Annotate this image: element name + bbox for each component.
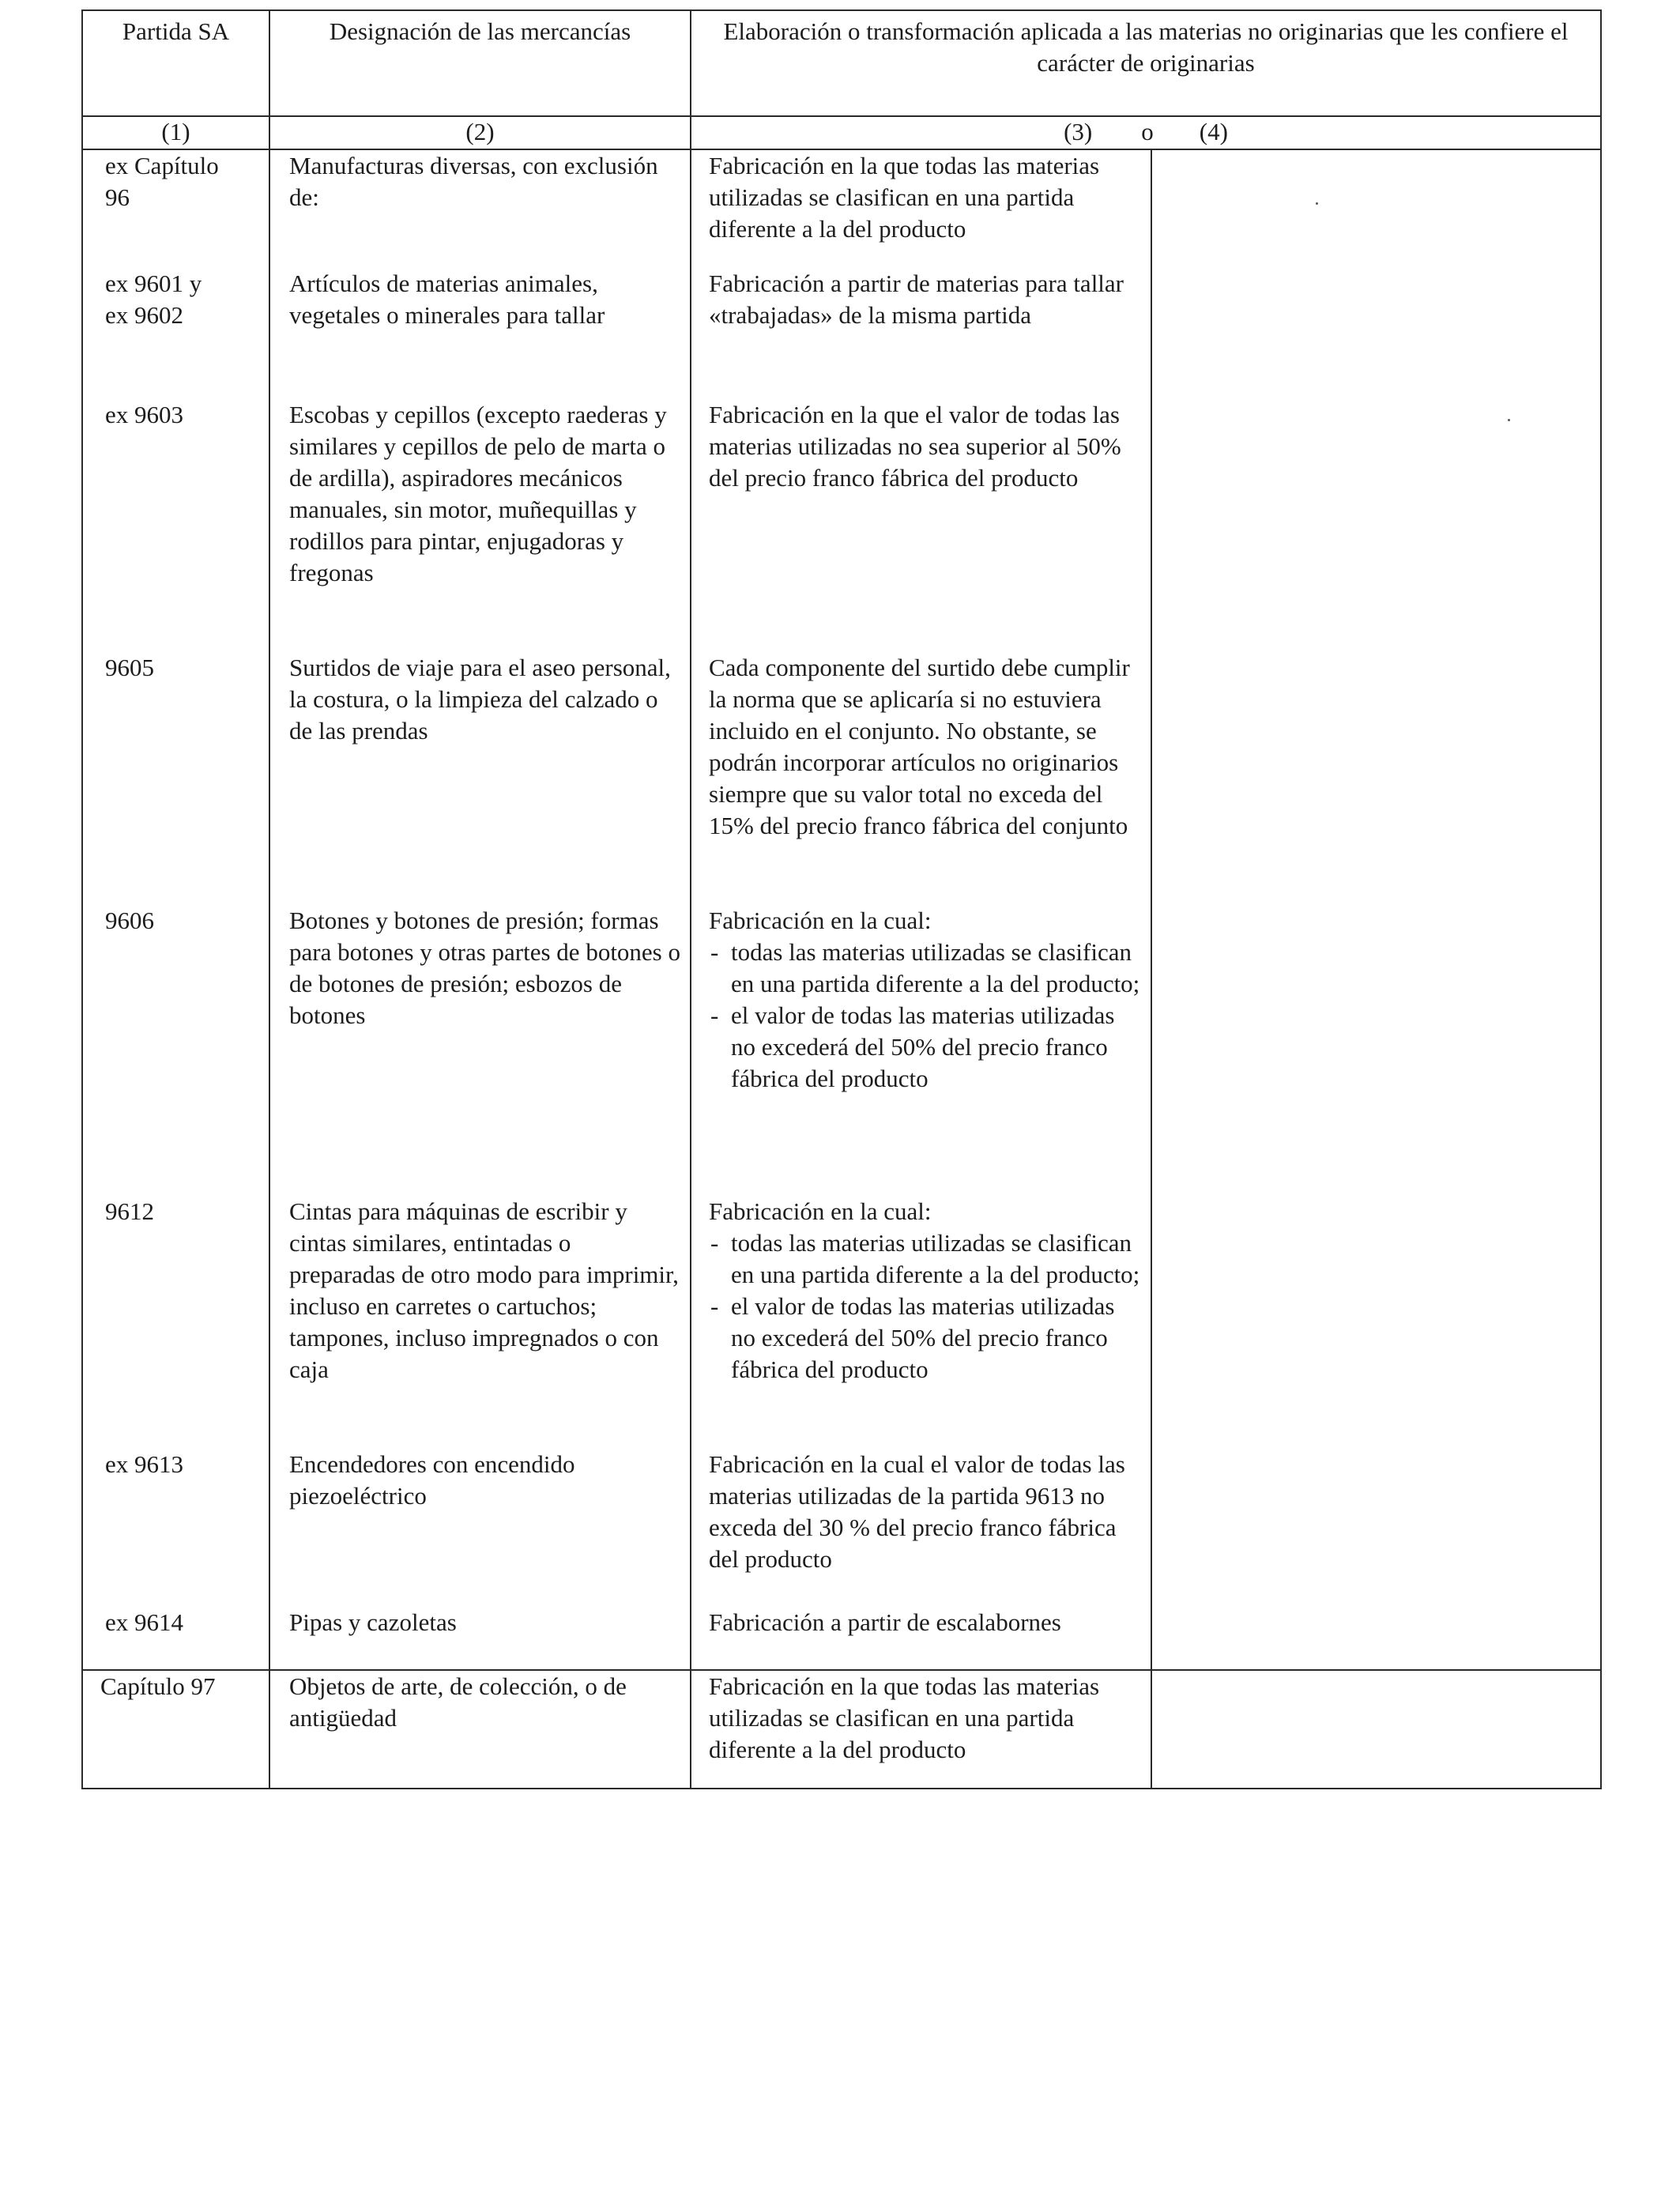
row-rule: Fabricación a partir de escalabornes <box>691 1607 1151 1670</box>
row-rule <box>691 1196 1151 1449</box>
row-rule: Fabricación en la cual el valor de todas las materias utilizadas de la partida 9613 no exceda del 30 % del precio franco fábrica del producto <box>691 1449 1151 1607</box>
table-header-row <box>82 10 1601 116</box>
rule-condition: - todas las materias utilizadas se clasifican en una partida diferente a la del producto; <box>709 937 1143 1000</box>
row-description: Objetos de arte, de colección, o de antigüedad <box>269 1670 691 1789</box>
row-description: Encendedores con encendido piezoeléctrico <box>269 1449 691 1607</box>
column-number-1: (1) <box>82 116 269 149</box>
table-row <box>82 1670 1601 1789</box>
scan-speck <box>1508 419 1510 421</box>
rule-conditions <box>709 937 1143 1095</box>
column-number-2: (2) <box>269 116 691 149</box>
row-code: ex 9603 <box>82 399 269 652</box>
row-rule: Fabricación en la que el valor de todas las materias utilizadas no sea superior al 50% del precio franco fábrica del producto <box>691 399 1151 652</box>
table-row <box>82 149 1601 268</box>
row-alternative-rule <box>1151 905 1601 1196</box>
table-row <box>82 652 1601 905</box>
row-code: ex Capítulo 96 <box>82 149 269 268</box>
rule-intro: Fabricación en la cual: <box>709 1197 932 1225</box>
row-alternative-rule <box>1151 1449 1601 1607</box>
row-rule: Fabricación a partir de materias para tallar «trabajadas» de la misma partida <box>691 268 1151 399</box>
row-alternative-rule <box>1151 268 1601 399</box>
row-alternative-rule <box>1151 1196 1601 1449</box>
table-row <box>82 905 1601 1196</box>
column-number-or: o <box>1141 118 1154 145</box>
row-alternative-rule <box>1151 1607 1601 1670</box>
header-elaboracion: Elaboración o transformación aplicada a las materias no originarias que les confiere el carácter de originarias <box>691 10 1601 116</box>
row-alternative-rule <box>1151 149 1601 268</box>
row-rule <box>691 905 1151 1196</box>
row-code: Capítulo 97 <box>82 1670 269 1789</box>
row-description: Artículos de materias animales, vegetales o minerales para tallar <box>269 268 691 399</box>
column-number-row <box>82 116 1601 149</box>
rule-condition: - todas las materias utilizadas se clasifican en una partida diferente a la del producto; <box>709 1227 1143 1291</box>
row-rule: Fabricación en la que todas las materias utilizadas se clasifican en una partida diferente a la del producto <box>691 149 1151 268</box>
table-row <box>82 1449 1601 1607</box>
row-code: ex 9614 <box>82 1607 269 1670</box>
column-number-4: (4) <box>1199 118 1228 145</box>
row-code: 9605 <box>82 652 269 905</box>
row-rule: Fabricación en la que todas las materias utilizadas se clasifican en una partida diferente a la del producto <box>691 1670 1151 1789</box>
rule-condition: - el valor de todas las materias utilizadas no excederá del 50% del precio franco fábrica del producto <box>709 1291 1143 1385</box>
table-row <box>82 1607 1601 1670</box>
row-code: 9612 <box>82 1196 269 1449</box>
column-number-3: (3) <box>1064 118 1093 145</box>
scan-speck <box>1316 202 1318 205</box>
row-code: ex 9601 y ex 9602 <box>82 268 269 399</box>
table-row <box>82 399 1601 652</box>
row-alternative-rule <box>1151 399 1601 652</box>
row-description: Surtidos de viaje para el aseo personal, la costura, o la limpieza del calzado o de las prendas <box>269 652 691 905</box>
table-row <box>82 268 1601 399</box>
row-rule: Cada componente del surtido debe cumplir la norma que se aplicaría si no estuviera incluido en el conjunto. No obstante, se podrán incorporar artículos no originarios siempre que su valor total no exceda del 15% del precio franco fábrica del conjunto <box>691 652 1151 905</box>
rule-conditions <box>709 1227 1143 1385</box>
rule-intro: Fabricación en la cual: <box>709 907 932 934</box>
row-code: ex 9613 <box>82 1449 269 1607</box>
header-designacion: Designación de las mercancías <box>269 10 691 116</box>
row-description: Pipas y cazoletas <box>269 1607 691 1670</box>
row-description: Escobas y cepillos (excepto raederas y similares y cepillos de pelo de marta o de ardilla), aspiradores mecánicos manuales, sin motor, muñequillas y rodillos para pintar, enjugadoras y fregonas <box>269 399 691 652</box>
column-number-3-4 <box>691 116 1601 149</box>
origin-rules-table <box>81 9 1602 1789</box>
table-row <box>82 1196 1601 1449</box>
row-description: Manufacturas diversas, con exclusión de: <box>269 149 691 268</box>
row-code: 9606 <box>82 905 269 1196</box>
rule-condition: - el valor de todas las materias utilizadas no excederá del 50% del precio franco fábrica del producto <box>709 1000 1143 1095</box>
row-alternative-rule <box>1151 1670 1601 1789</box>
row-description: Botones y botones de presión; formas para botones y otras partes de botones o de botones de presión; esbozos de botones <box>269 905 691 1196</box>
row-alternative-rule <box>1151 652 1601 905</box>
header-partida-sa: Partida SA <box>82 10 269 116</box>
row-description: Cintas para máquinas de escribir y cintas similares, entintadas o preparadas de otro modo para imprimir, incluso en carretes o cartuchos; tampones, incluso impregnados o con caja <box>269 1196 691 1449</box>
